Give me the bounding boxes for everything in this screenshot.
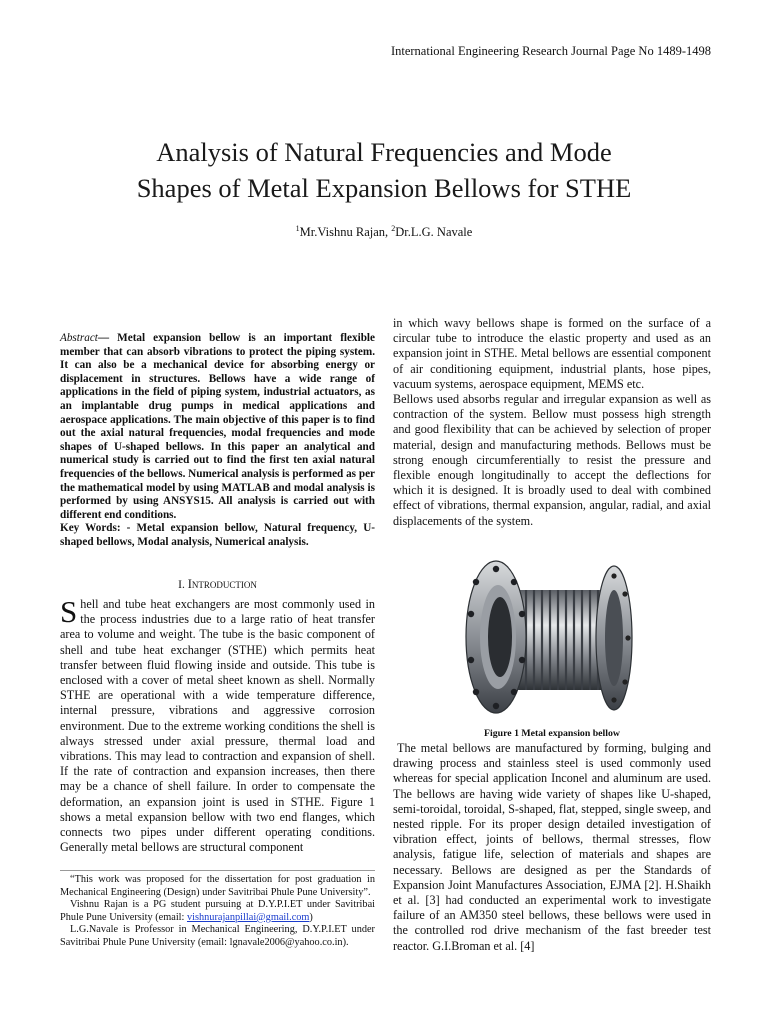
- authors: [0, 224, 768, 240]
- author-1-email-link[interactable]: vishnurajanpillai@gmail.com: [186, 911, 310, 923]
- right-flange: [596, 566, 632, 710]
- footnote-3: L.G.Navale is Professor in Mechanical Engineering, D.Y.P.I.ET under Savitribai Phule Pune University (email: lgnavale2006@yahoo.co.in).: [60, 924, 375, 948]
- section-number: I.: [178, 579, 188, 591]
- footnote-1: “This work was proposed for the dissertation for post graduation in Mechanical Engineering (Design) under Savitribai Phule Pune University”.: [60, 874, 375, 898]
- right-paragraph-3: The metal bellows are manufactured by forming, bulging and drawing process and stainless steel is used commonly used whereas for special application Inconel and aluminum are used. The bellows are having wide variety of shapes like U-shaped, semi-toroidal, toroidal, S-shaped, flat, stepped, single sweep, and nested ripple. For its proper design detailed investigation of vibration effect, joints of bellows, thermal stresses, flow analysis, fatigue life, selection of materials and shapes are necessary. Bellows are designed as per the Standards of Expansion Joint Manufactures Association, EJMA [2]. H.Shaikh et al. [3] had conducted an experimental work to investigate failure of an AM350 steel bellows, these bellows were used in the controlled rod drive mechanism of the fast breeder test reactor. G.I.Broman et al. [4]: [393, 741, 711, 953]
- footnote-2-close: ): [309, 911, 313, 923]
- author-2-sup: 2: [391, 224, 396, 233]
- abstract-text: Metal expansion bellow is an important flexible member that can absorb vibrations to protect the piping system. It can also be a mechanical device for absorbing energy or displacement in structures. Bellows have a wide range of applications in the field of piping system, industrial actuators, as an implantable drug pumps in medical applications and aerospace applications. The main objective of this paper is to find out the axial natural frequencies, modal frequencies and mode shapes of U-shaped bellows. In this paper an analytical and numerical study is carried out to find the first ten axial natural frequencies of the bellows. Numerical analysis is performed as per the mathematical model by using MATLAB and modal analysis is performed by using ANSYS15. All analysis is carried out with different end conditions.: [60, 332, 375, 521]
- right-column-top: [393, 316, 711, 529]
- bellows-figure: [464, 558, 642, 716]
- section-title: Introduction: [187, 577, 257, 591]
- keywords: Key Words: - Metal expansion bellow, Natural frequency, U-shaped bellows, Modal analysis, Numerical analysis.: [60, 522, 375, 548]
- author-1-sup: 1: [295, 224, 300, 233]
- right-column-bottom: [393, 741, 711, 954]
- right-paragraph-2: Bellows used absorbs regular and irregular expansion as well as contraction of the system. Bellow must possess high strength and good flexibility that can be achieved by selection of proper material, design and manufacturing methods. Bellows must be strong enough circumferentially to resist the pressure and flexible enough longitudinally to accept the deflections for which it is designed. It is broadly used to deal with combined effect of vibrations, thermal expansion, angular, radial, and axial displacements of the system.: [393, 392, 711, 528]
- right-paragraph-1: in which wavy bellows shape is formed on the surface of a circular tube to introduce the elastic property and used as an expansion joint in STHE. Metal bellows are essential component of air conditioning equipment, industrial plants, hose pipes, vacuum systems, aerospace equipment, MEMS etc.: [393, 316, 711, 391]
- left-flange: [466, 561, 526, 713]
- author-1: Mr.Vishnu Rajan,: [299, 225, 392, 240]
- title-line-2: Shapes of Metal Expansion Bellows for STHE: [136, 173, 632, 203]
- abstract-label: Abstract: [60, 332, 98, 344]
- footnote-2: [60, 899, 375, 924]
- paper-title: [0, 134, 768, 206]
- title-line-1: Analysis of Natural Frequencies and Mode: [156, 137, 612, 167]
- author-2: Dr.L.G. Navale: [395, 225, 473, 240]
- intro-text: hell and tube heat exchangers are most commonly used in the process industries due to a large ratio of heat transfer area to volume and weight. The tube is the basic component of shell and tube heat exchanger (STHE) which permits heat transfer between fluid flowing inside and outside. This tube is enclosed with a cover of metal sheet known as shell. Normally STHE are operational with a wide temperature difference, internal pressure, vibrations and aggressive corrosion environment. Due to the extreme working conditions the shell is always stressed under axial pressure, thermal load and vibrations. This may lead to contraction and expansion of shell. If the rate of contraction and expansion increases, then there may be a chance of shell failure. In order to compensate the deformation, an expansion joint is used in STHE. Figure 1 shows a metal expansion bellow with two end flanges, which connects two pipes under different operating conditions. Generally metal bellows are structural component: [60, 597, 375, 855]
- abstract: [60, 332, 375, 550]
- drop-cap: S: [60, 594, 78, 629]
- footnotes: [60, 870, 375, 950]
- figure-caption: Figure 1 Metal expansion bellow: [484, 728, 620, 739]
- journal-header: International Engineering Research Journal Page No 1489-1498: [390, 44, 711, 58]
- footnote-2-text: Vishnu Rajan is a PG student pursuing at D.Y.P.I.ET under Savitribai Phule Pune University (email:: [60, 899, 375, 923]
- abstract-dash: —: [97, 332, 118, 344]
- section-heading: [60, 577, 375, 592]
- introduction-paragraph: [60, 594, 375, 855]
